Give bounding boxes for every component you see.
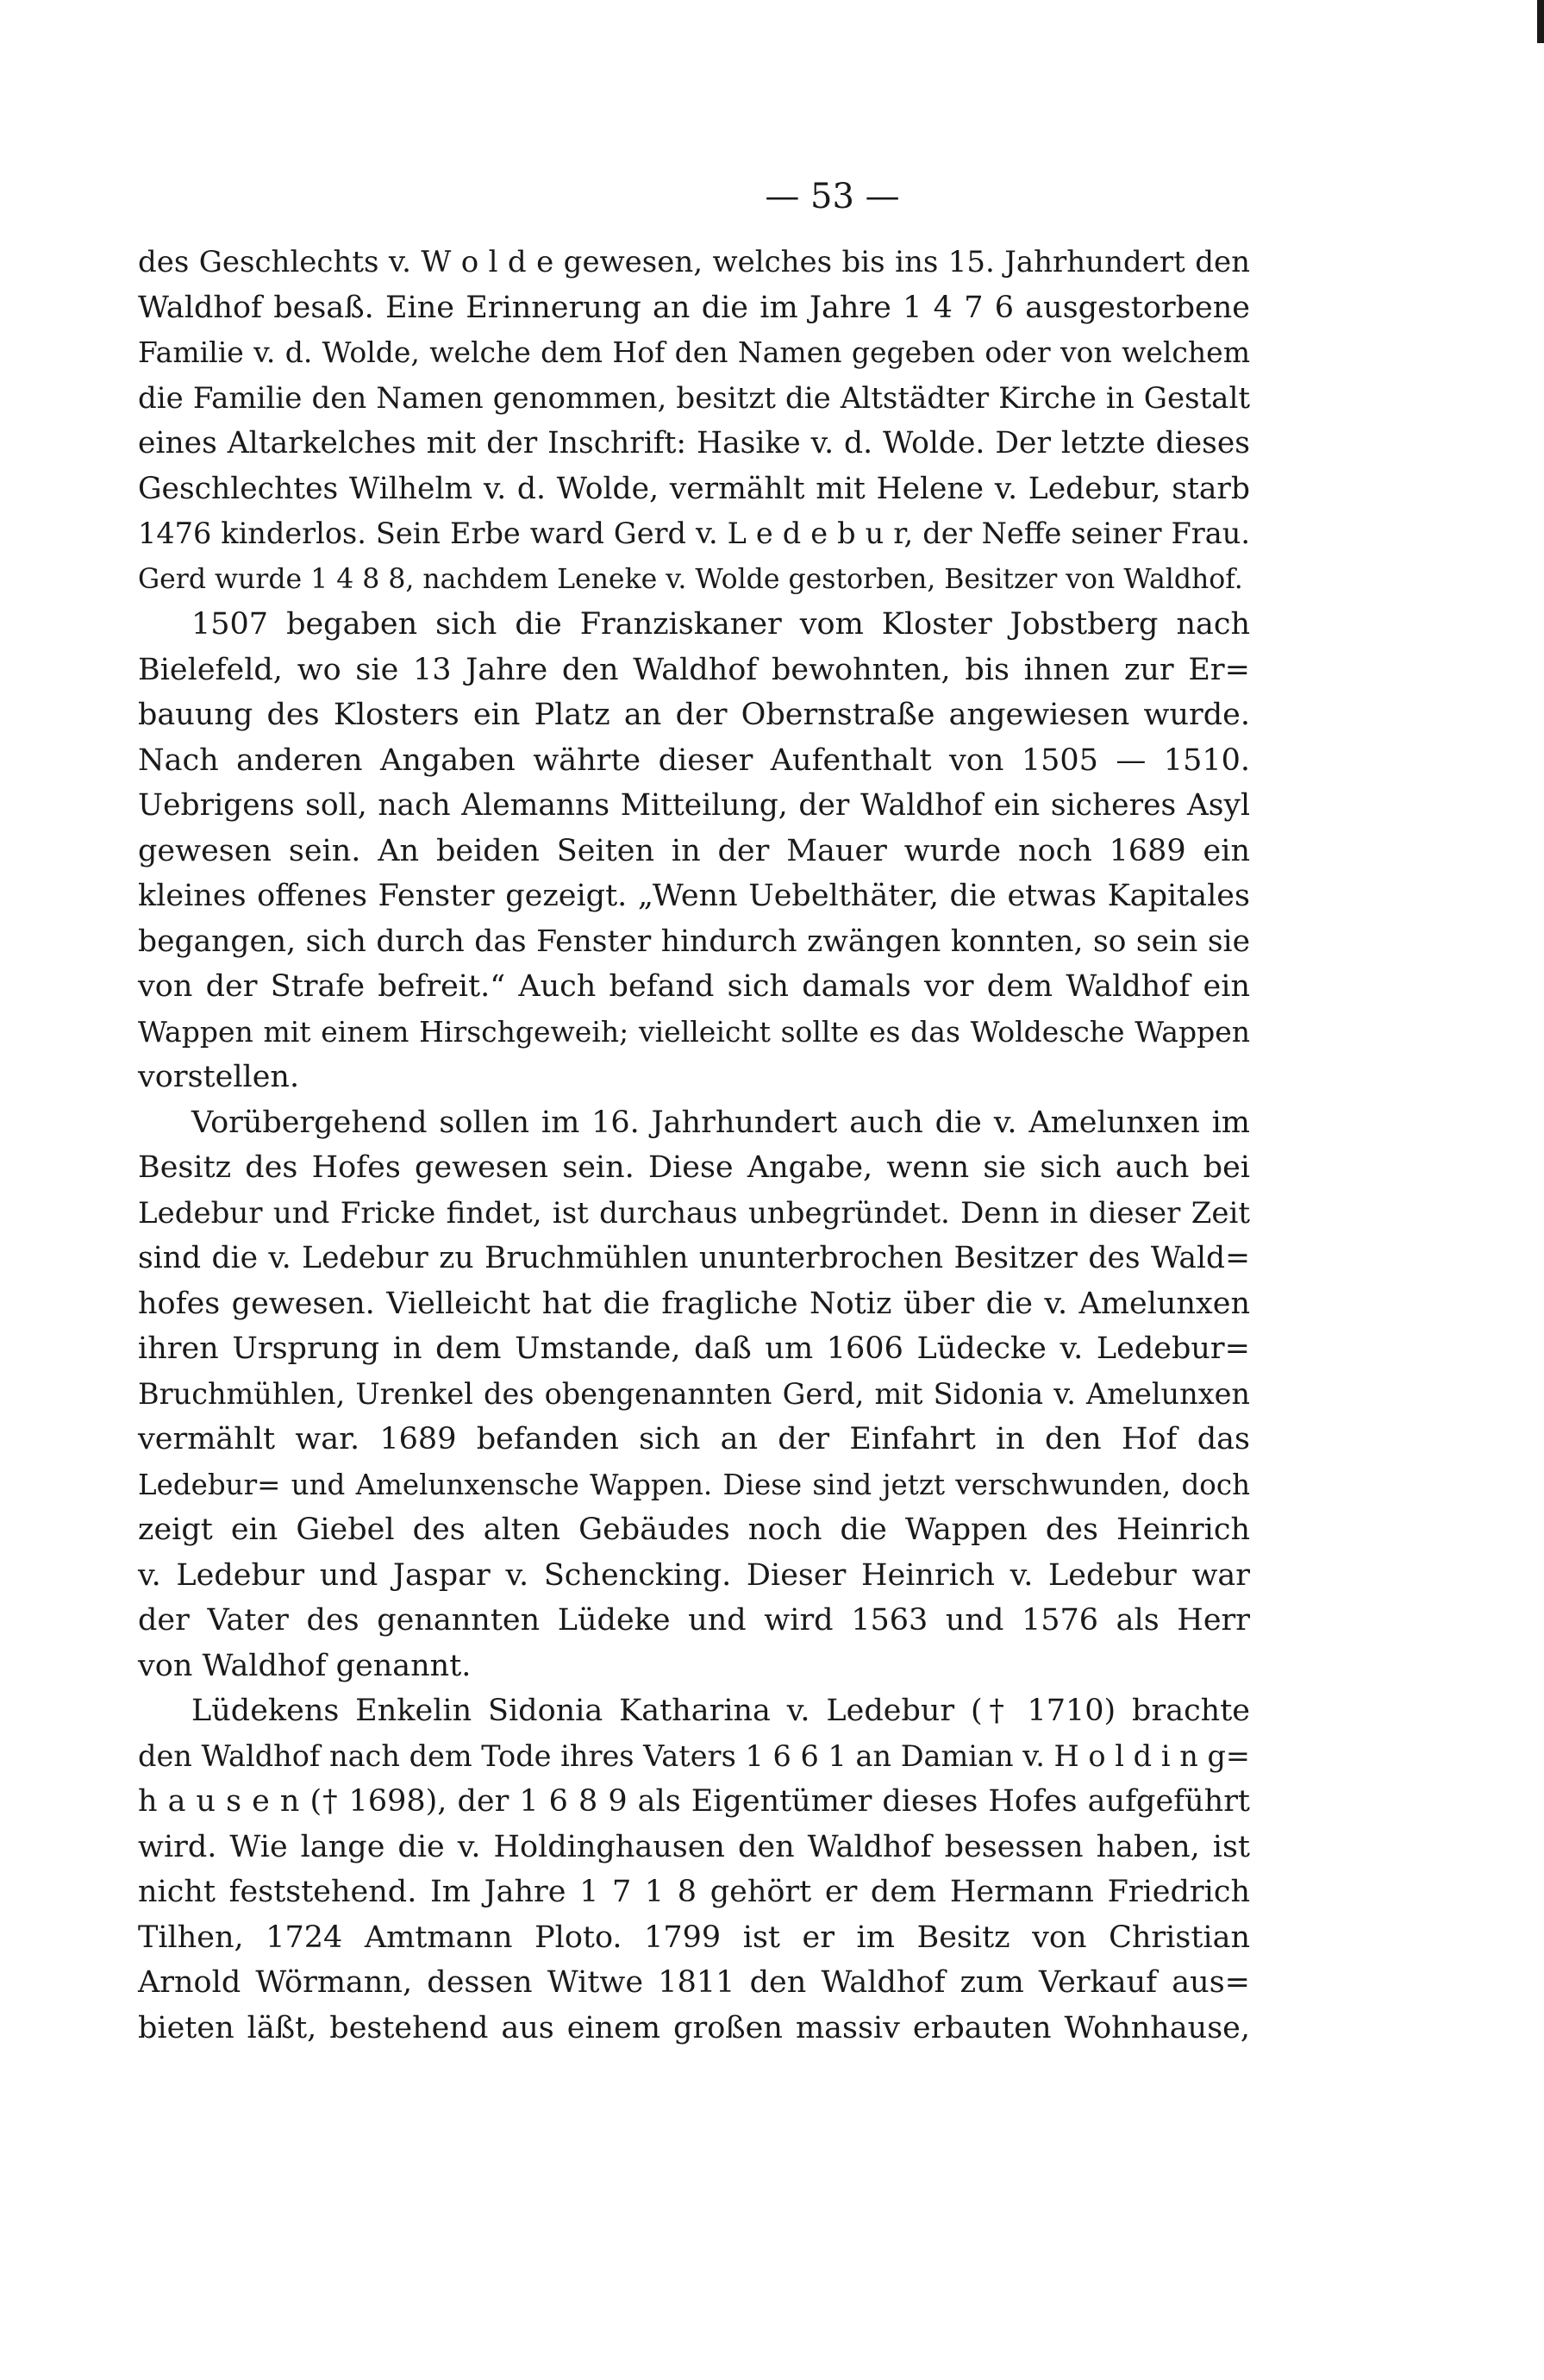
- text-line: Bruchmühlen, Urenkel des obengenannten Gerd, mit Sidonia v. Amelunxen: [138, 1376, 1250, 1411]
- text-line: h a u s e n († 1698), der 1 6 8 9 als Eigentümer dieses Hofes aufgeführt: [138, 1784, 1250, 1819]
- text-line: Wappen mit einem Hirschgeweih; vielleicht sollte es das Woldesche Wappen: [138, 1014, 1250, 1049]
- text-line: hofes gewesen. Vielleicht hat die fragliche Notiz über die v. Amelunxen: [138, 1286, 1250, 1321]
- text-line: vorstellen.: [138, 1060, 300, 1094]
- page-number: — 53 —: [765, 177, 900, 216]
- text-line: Ledebur und Fricke findet, ist durchaus unbegründet. Denn in dieser Zeit: [138, 1195, 1250, 1231]
- text-line: wird. Wie lange die v. Holdinghausen den Waldhof besessen haben, ist: [138, 1829, 1250, 1864]
- text-line: von der Strafe befreit.“ Auch befand sich damals vor dem Waldhof ein: [138, 969, 1250, 1004]
- text-line: Nach anderen Angaben währte dieser Aufenthalt von 1505 — 1510.: [138, 742, 1250, 778]
- scan-edge-mark: [1537, 0, 1544, 43]
- text-line: Arnold Wörmann, dessen Witwe 1811 den Waldhof zum Verkauf aus=: [138, 1965, 1250, 2000]
- text-line: die Familie den Namen genommen, besitzt die Altstädter Kirche in Gestalt: [138, 380, 1250, 416]
- text-line: Tilhen, 1724 Amtmann Ploto. 1799 ist er im Besitz von Christian: [138, 1920, 1250, 1955]
- text-line: Bielefeld, wo sie 13 Jahre den Waldhof bewohnten, bis ihnen zur Er=: [138, 652, 1250, 687]
- text-line: Waldhof besaß. Eine Erinnerung an die im Jahre 1 4 7 6 ausgestorbene: [138, 290, 1250, 325]
- text-line: Vorübergehend sollen im 16. Jahrhundert auch die v. Amelunxen im: [191, 1105, 1250, 1140]
- text-line: bieten läßt, bestehend aus einem großen massiv erbauten Wohnhause,: [138, 2010, 1250, 2045]
- text-line: bauung des Klosters ein Platz an der Obernstraße angewiesen wurde.: [138, 698, 1250, 732]
- text-line: Gerd wurde 1 4 8 8, nachdem Leneke v. Wolde gestorben, Besitzer von Waldhof.: [138, 563, 1243, 595]
- text-line: nicht feststehend. Im Jahre 1 7 1 8 gehört er dem Hermann Friedrich: [138, 1875, 1250, 1909]
- text-line: des Geschlechts v. W o l d e gewesen, welches bis ins 15. Jahrhundert den: [138, 245, 1250, 279]
- text-line: 1507 begaben sich die Franziskaner vom Kloster Jobstberg nach: [191, 607, 1250, 642]
- text-line: 1476 kinderlos. Sein Erbe ward Gerd v. L e d e b u r, der Neffe seiner Frau.: [138, 517, 1250, 550]
- text-line: Ledebur= und Amelunxensche Wappen. Diese sind jetzt verschwunden, doch: [138, 1468, 1250, 1501]
- text-line: kleines offenes Fenster gezeigt. „Wenn Uebelthäter, die etwas Kapitales: [138, 879, 1250, 913]
- text-line: Uebrigens soll, nach Alemanns Mitteilung, der Waldhof ein sicheres Asyl: [138, 788, 1250, 823]
- text-line: der Vater des genannten Lüdeke und wird 1563 und 1576 als Herr: [138, 1603, 1250, 1638]
- text-line: von Waldhof genannt.: [138, 1648, 472, 1683]
- text-line: Geschlechtes Wilhelm v. d. Wolde, vermählt mit Helene v. Ledebur, starb: [138, 471, 1250, 506]
- text-line: zeigt ein Giebel des alten Gebäudes noch die Wappen des Heinrich: [138, 1513, 1250, 1547]
- text-line: Besitz des Hofes gewesen sein. Diese Angabe, wenn sie sich auch bei: [138, 1150, 1250, 1185]
- text-line: begangen, sich durch das Fenster hindurch zwängen konnten, so sein sie: [138, 924, 1250, 959]
- text-line: ihren Ursprung in dem Umstande, daß um 1606 Lüdecke v. Ledebur=: [138, 1331, 1250, 1366]
- text-line: Familie v. d. Wolde, welche dem Hof den Namen gegeben oder von welchem: [138, 335, 1250, 369]
- text-line: sind die v. Ledebur zu Bruchmühlen ununterbrochen Besitzer des Wald=: [138, 1241, 1250, 1275]
- text-line: eines Altarkelches mit der Inschrift: Hasike v. d. Wolde. Der letzte dieses: [138, 426, 1250, 460]
- text-line: v. Ledebur und Jaspar v. Schencking. Dieser Heinrich v. Ledebur war: [138, 1557, 1250, 1593]
- text-line: den Waldhof nach dem Tode ihres Vaters 1 6 6 1 an Damian v. H o l d i n g=: [138, 1738, 1250, 1773]
- body-text: [138, 240, 1250, 2051]
- text-line: Lüdekens Enkelin Sidonia Katharina v. Ledebur († 1710) brachte: [191, 1694, 1250, 1728]
- text-line: gewesen sein. An beiden Seiten in der Mauer wurde noch 1689 ein: [138, 833, 1250, 868]
- text-line: vermählt war. 1689 befanden sich an der Einfahrt in den Hof das: [138, 1422, 1250, 1456]
